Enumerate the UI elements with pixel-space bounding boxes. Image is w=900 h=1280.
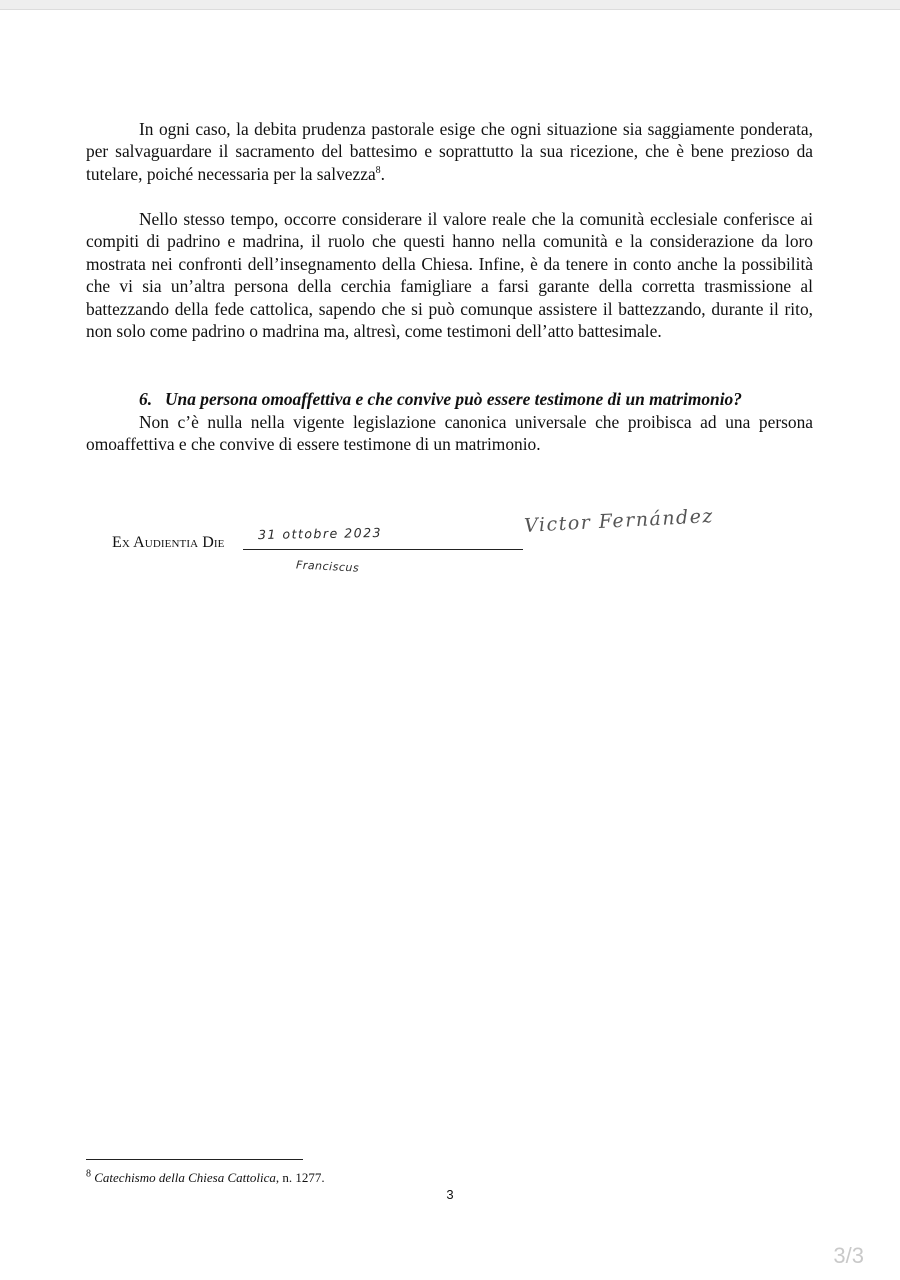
page-counter: 3/3 <box>833 1243 864 1268</box>
footnote-reference[interactable]: 8 <box>375 165 381 177</box>
question-heading <box>139 388 742 410</box>
handwritten-date: 31 ottobre 2023 <box>257 524 383 543</box>
footnote-divider <box>86 1159 303 1160</box>
paragraph-pastoral-prudence <box>86 118 813 185</box>
footnote <box>86 1170 325 1186</box>
viewer-top-bar <box>0 0 900 10</box>
footnote-source-title: Catechismo della Chiesa Cattolica <box>94 1170 276 1185</box>
footnote-reference-text: , n. 1277. <box>275 1170 325 1185</box>
footnote-mark: 8 <box>86 1168 91 1180</box>
pope-signature: Franciscus <box>295 558 360 575</box>
document-page <box>0 10 900 1280</box>
paragraph-text: In ogni caso, la debita prudenza pastorale esige che ogni situazione sia saggiamente ponderata, per salvaguardare il sacramento del battesimo e soprattutto la sua ricezione, che è bene prezioso da tutelare, poiché necessaria per la salvezza <box>86 119 813 184</box>
cardinal-signature: Victor Fernández <box>523 505 715 537</box>
question-number: 6. <box>139 389 153 409</box>
question-text: Una persona omoaffettiva e che convive può essere testimone di un matrimonio? <box>165 389 742 409</box>
paragraph-answer: Non c’è nulla nella vigente legislazione canonica universale che proibisca ad una persona omoaffettiva e che convive di essere testimone di un matrimonio. <box>86 412 813 455</box>
paragraph-end: . <box>380 163 386 184</box>
page-number: 3 <box>446 1187 454 1202</box>
signature-line <box>243 549 523 550</box>
ex-audientia-label: Ex Audientia Die <box>112 534 225 551</box>
paragraph-godparents: Nello stesso tempo, occorre considerare il valore reale che la comunità ecclesiale conferisce ai compiti di padrino e madrina, il ruolo che questi hanno nella comunità e la considerazione da loro mostrata nei confronti dell’insegnamento della Chiesa. Infine, è da tenere in conto anche la possibilità che vi sia un’altra persona della cerchia famigliare a farsi garante della corretta trasmissione al battezzando della fede cattolica, sapendo che si può comunque assistere il battezzando, durante il rito, non solo come padrino o madrina ma, altresì, come testimoni dell’atto battesimale. <box>86 209 813 342</box>
